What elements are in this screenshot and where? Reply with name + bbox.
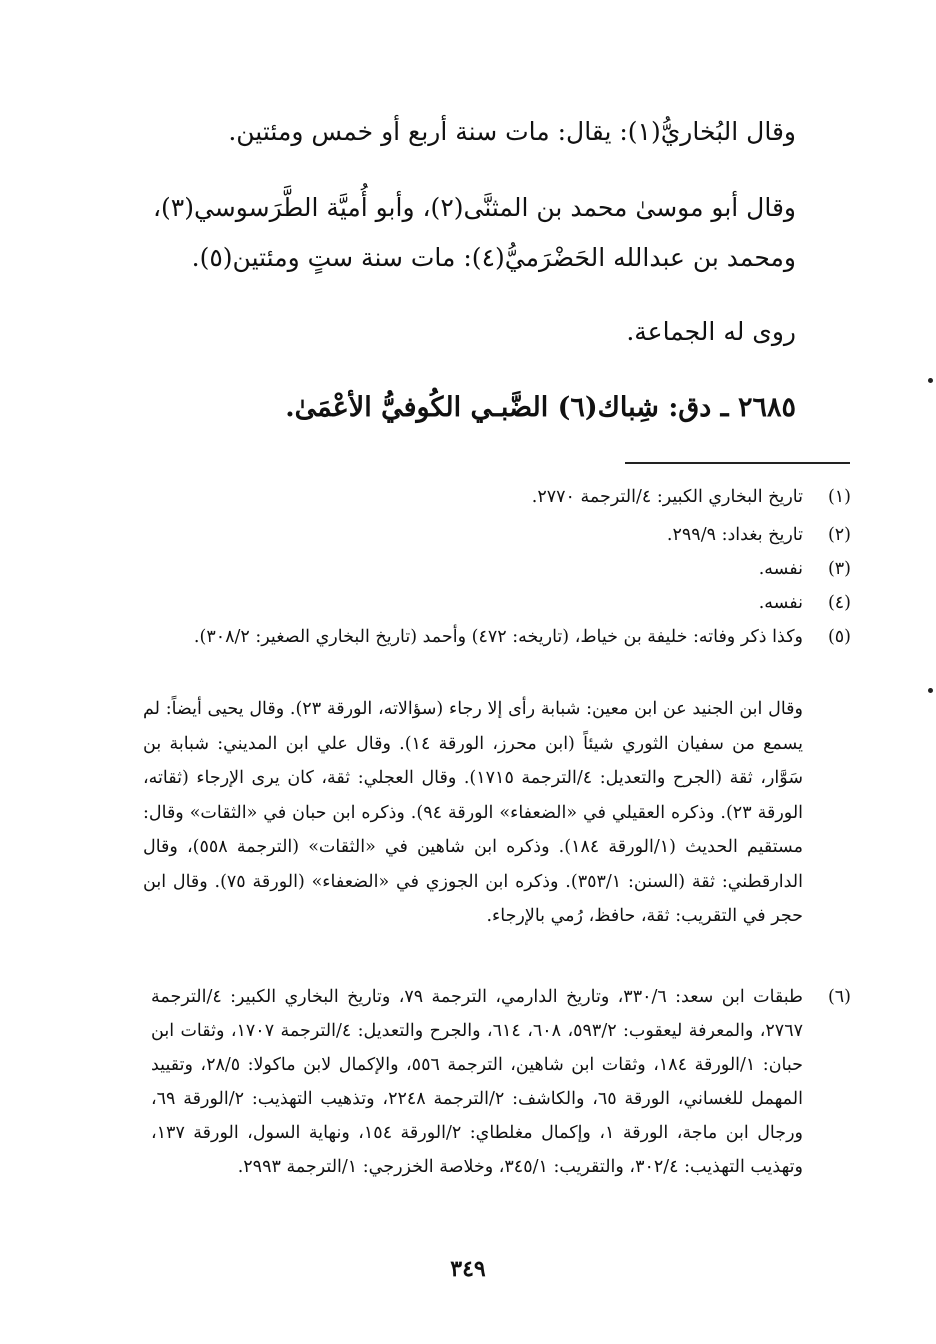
biography-entry-heading: ٢٦٨٥ ـ دق: شِباك(٦) الضَّبـي الكُوفيُّ الأعْمَىٰ. bbox=[285, 392, 796, 423]
footnote-number: (١) bbox=[827, 487, 851, 507]
footnote-5 bbox=[151, 620, 851, 654]
page-number: ٣٤٩ bbox=[450, 1256, 486, 1282]
footnote-text: نفسه. bbox=[758, 593, 803, 613]
footnote-4 bbox=[151, 586, 851, 620]
footnote-number: (٣) bbox=[827, 559, 851, 579]
body-line-1: وقال البُخاريُّ(١): يقال: مات سنة أربع أو خمس ومئتين. bbox=[228, 117, 796, 146]
footnote-text: تاريخ بغداد: ٢٩٩/٩. bbox=[666, 525, 803, 545]
footnote-text: وكذا ذكر وفاته: خليفة بن خياط، (تاريخه: ٤٧٢) وأحمد (تاريخ البخاري الصغير: ٣٠٨/٢). bbox=[193, 627, 803, 647]
footnote-number: (٥) bbox=[827, 627, 851, 647]
footnote-6 bbox=[151, 980, 851, 1184]
scan-speck bbox=[928, 378, 933, 383]
footnote-number: (٦) bbox=[827, 987, 851, 1007]
footnote-text: طبقات ابن سعد: ٣٣٠/٦، وتاريخ الدارمي، الترجمة ٧٩، وتاريخ البخاري الكبير: ٤/الترجمة ٢٧٦٧، والمعرفة ليعقوب: ٥٩٣/٢، ٦٠٨، ٦١٤، والجرح والتعديل: ٤/الترجمة ١٧٠٧، وثقات ابن حبان: ١/الورقة ١٨٤، وثقات ابن شاهين، الترجمة ٥٥٦، والإكمال لابن ماكولا: ٢٨/٥، وتقييد المهمل للغساني، الورقة ٦٥، والكاشف: ٢/الترجمة ٢٢٤٨، وتذهيب التهذيب: ٢/الورقة ٦٩، ورجال ابن ماجة، الورقة ١، وإكمال مغلطاي: ٢/الورقة ١٥٤، ونهاية السول، الورقة ١٣٧، وتهذيب التهذيب: ٣٠٢/٤، والتقريب: ٣٤٥/١، وخلاصة الخزرجي: ١/الترجمة ٢٩٩٣. bbox=[151, 987, 804, 1177]
footnote-separator bbox=[625, 462, 850, 464]
footnote-5-continuation: وقال ابن الجنيد عن ابن معين: شبابة رأى إلا رجاء (سؤالاته، الورقة ٢٣). وقال يحيى أيضاً: لم يسمع من سفيان الثوري شيئاً (ابن محرز، الورقة ١٤). وقال علي ابن المديني: شبابة بن سَوَّار، ثقة (الجرح والتعديل: ٤/الترجمة ١٧١٥). وقال العجلي: ثقة، كان يرى الإرجاء (ثقاته، الورقة ٢٣). وذكره العقيلي في «الضعفاء» الورقة ٩٤). وذكره ابن حبان في «الثقات» وقال: مستقيم الحديث (١/الورقة ١٨٤). وذكره ابن شاهين في «الثقات» (الترجمة ٥٥٨)، وقال الدارقطني: ثقة (السنن: ٣٥٣/١). وذكره ابن الجوزي في «الضعفاء» (الورقة ٧٥). وقال ابن حجر في التقريب: ثقة، حافظ، رُمي بالإرجاء. bbox=[143, 699, 804, 926]
body-line-4: روى له الجماعة. bbox=[626, 317, 796, 346]
footnote-3 bbox=[151, 552, 851, 586]
footnote-text: تاريخ البخاري الكبير: ٤/الترجمة ٢٧٧٠. bbox=[531, 487, 803, 507]
scan-speck bbox=[928, 688, 933, 693]
footnote-text: نفسه. bbox=[758, 559, 803, 579]
footnote-2 bbox=[151, 518, 851, 552]
footnote-number: (٢) bbox=[827, 525, 851, 545]
footnote-1 bbox=[151, 480, 851, 514]
body-line-3: ومحمد بن عبدالله الحَضْرَميُّ(٤): مات سنة ستٍ ومئتين(٥). bbox=[191, 243, 796, 272]
body-line-2: وقال أبو موسىٰ محمد بن المثنَّى(٢)، وأبو أُميَّة الطَّرَسوسي(٣)، bbox=[152, 193, 796, 222]
footnote-number: (٤) bbox=[827, 593, 851, 613]
